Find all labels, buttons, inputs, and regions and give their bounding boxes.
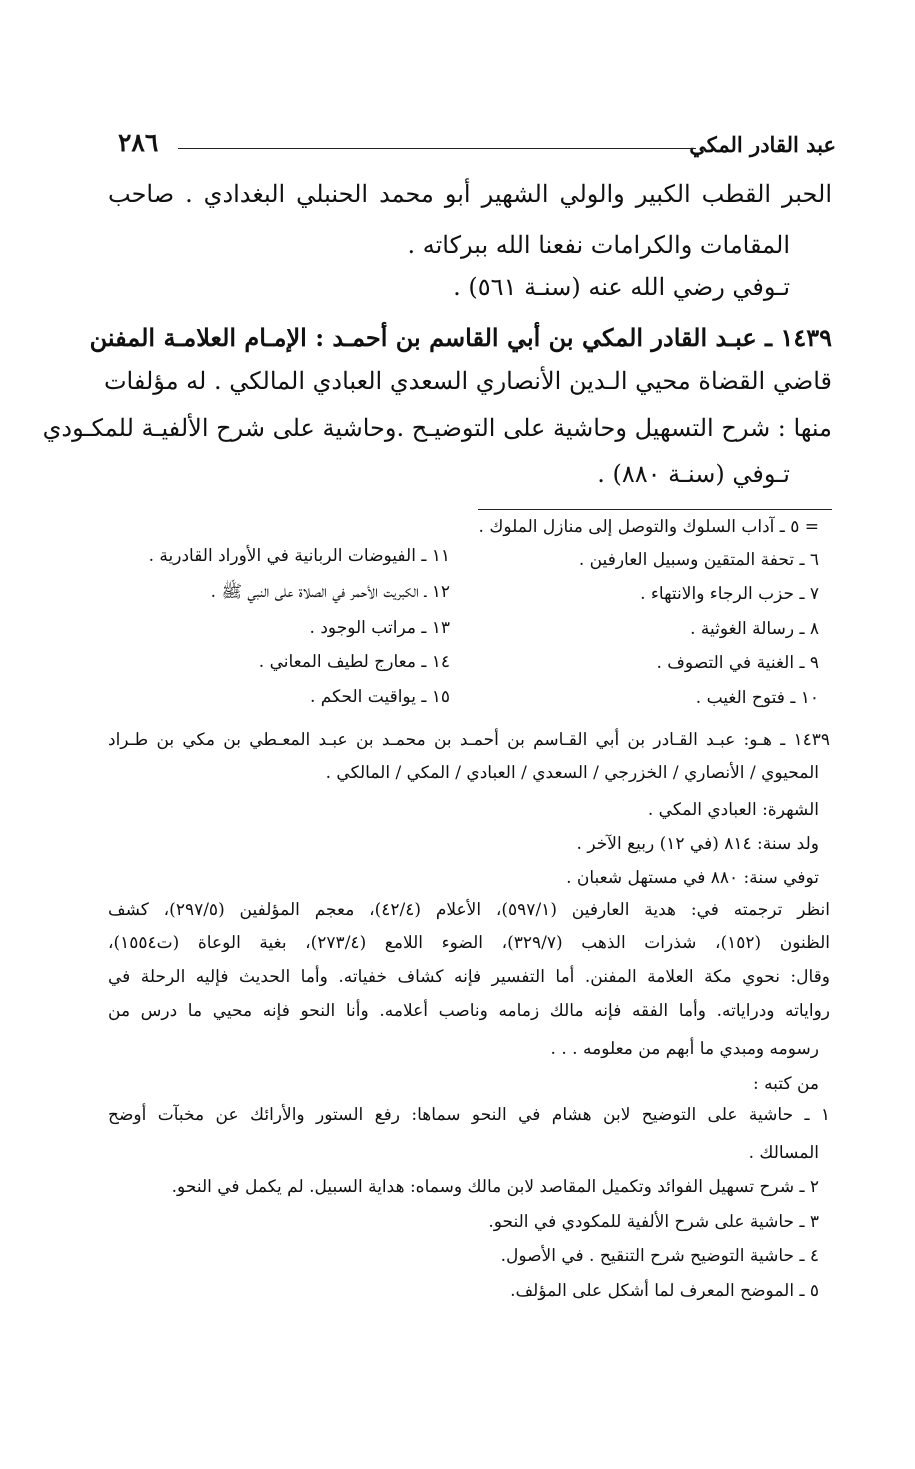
main-line: المقامات والكرامات نفعنا الله ببركاته . — [407, 231, 790, 259]
footnote-separator — [478, 509, 832, 510]
footnote-list-item: ١٢ ـ الكبريت الأحمر في الصلاة على النبي ﷺ . — [210, 582, 450, 602]
main-line: منها : شرح التسهيل وحاشية على التوضيـح .وحاشية على شرح الألفيـة للمكـودي — [42, 414, 832, 442]
footnote-line: ٤ ـ حاشية التوضيح شرح التنقيح . في الأصول. — [500, 1246, 819, 1266]
footnote-list-item: ١٥ ـ يواقيت الحكم . — [309, 687, 450, 707]
footnote-list-item: ١٤ ـ معارج لطيف المعاني . — [258, 652, 450, 672]
footnote-list-item: ٩ ـ الغنية في التصوف . — [656, 653, 819, 673]
header-title: عبد القادر المكي — [689, 132, 836, 157]
entry-heading: ١٤٣٩ ـ عبـد القادر المكي بن أبي القاسم بن أحمـد : الإمـام العلامـة المفنن — [89, 323, 832, 352]
footnote-line: المسالك . — [748, 1143, 819, 1163]
footnote-list-item: ٨ ـ رسالة الغوثية . — [690, 619, 819, 639]
footnote-list-item: = ٥ ـ آداب السلوك والتوصل إلى منازل الملوك . — [478, 517, 819, 537]
footnote-list-item: ١٣ ـ مراتب الوجود . — [309, 618, 450, 638]
footnote-line: ١ ـ حاشية على التوضيح لابن هشام في النحو سماها: رفع الستور والأرائك عن مخبآت أوضح — [108, 1105, 830, 1125]
footnote-line: وقال: نحوي مكة العلامة المفنن. أما التفسير فإنه كشاف خفياته. وأما الحديث فإليه الرحلة في — [108, 967, 830, 987]
main-line: تـوفي (سنـة ٨٨٠) . — [597, 460, 790, 488]
footnote-line: رسومه ومبدي ما أبهم من معلومه . . . — [550, 1039, 819, 1059]
footnote-list-item: ٧ ـ حزب الرجاء والانتهاء . — [640, 584, 819, 604]
footnote-line: الظنون (١٥٢)، شذرات الذهب (٣٢٩/٧)، الضوء اللامع (٢٧٣/٤)، بغية الوعاة (ت١٥٥٤)، — [108, 933, 830, 953]
footnote-line: توفي سنة: ٨٨٠ في مستهل شعبان . — [566, 868, 819, 888]
main-line: تـوفي رضي الله عنه (سنـة ٥٦١) . — [453, 273, 790, 301]
footnote-line: ٣ ـ حاشية على شرح الألفية للمكودي في النحو. — [488, 1212, 819, 1232]
footnote-line: المحيوي / الأنصاري / الخزرجي / السعدي / العبادي / المكي / المالكي . — [325, 763, 819, 783]
footnote-line: من كتبه : — [752, 1074, 819, 1094]
header-rule — [178, 148, 696, 149]
main-line: الحبر القطب الكبير والولي الشهير أبو محمد الحنبلي البغدادي . صاحب — [108, 180, 832, 208]
footnote-line: ٥ ـ الموضح المعرف لما أشكل على المؤلف. — [510, 1281, 819, 1301]
footnote-list-item: ١١ ـ الفيوضات الربانية في الأوراد القادرية . — [148, 546, 450, 566]
page-number: ٢٨٦ — [118, 128, 159, 157]
footnote-line: ٢ ـ شرح تسهيل الفوائد وتكميل المقاصد لابن مالك وسماه: هداية السبيل. لم يكمل في النحو. — [171, 1177, 819, 1197]
footnote-line: ١٤٣٩ ـ هـو: عبـد القـادر بن أبي القـاسم بن أحمـد بن محمـد بن عبـد المعـطي بن مكي بن طـراد — [108, 730, 830, 750]
main-line: قاضي القضاة محيي الـدين الأنصاري السعدي العبادي المالكي . له مؤلفات — [103, 367, 832, 395]
footnote-list-item: ٦ ـ تحفة المتقين وسبيل العارفين . — [578, 550, 819, 570]
footnote-line: ولد سنة: ٨١٤ (في ١٢) ربيع الآخر . — [576, 834, 819, 854]
running-header — [118, 128, 836, 162]
footnote-line: انظر ترجمته في: هدية العارفين (٥٩٧/١)، الأعلام (٤٢/٤)، معجم المؤلفين (٢٩٧/٥)، كشف — [108, 900, 831, 920]
footnote-line: الشهرة: العبادي المكي . — [647, 800, 819, 820]
footnote-line: رواياته ودراياته. وأما الفقه فإنه مالك زمامه وناصب أعلامه. وأنا النحو فإنه محيي ما درس من — [108, 1001, 830, 1021]
footnote-list-item: ١٠ ـ فتوح الغيب . — [695, 688, 819, 708]
